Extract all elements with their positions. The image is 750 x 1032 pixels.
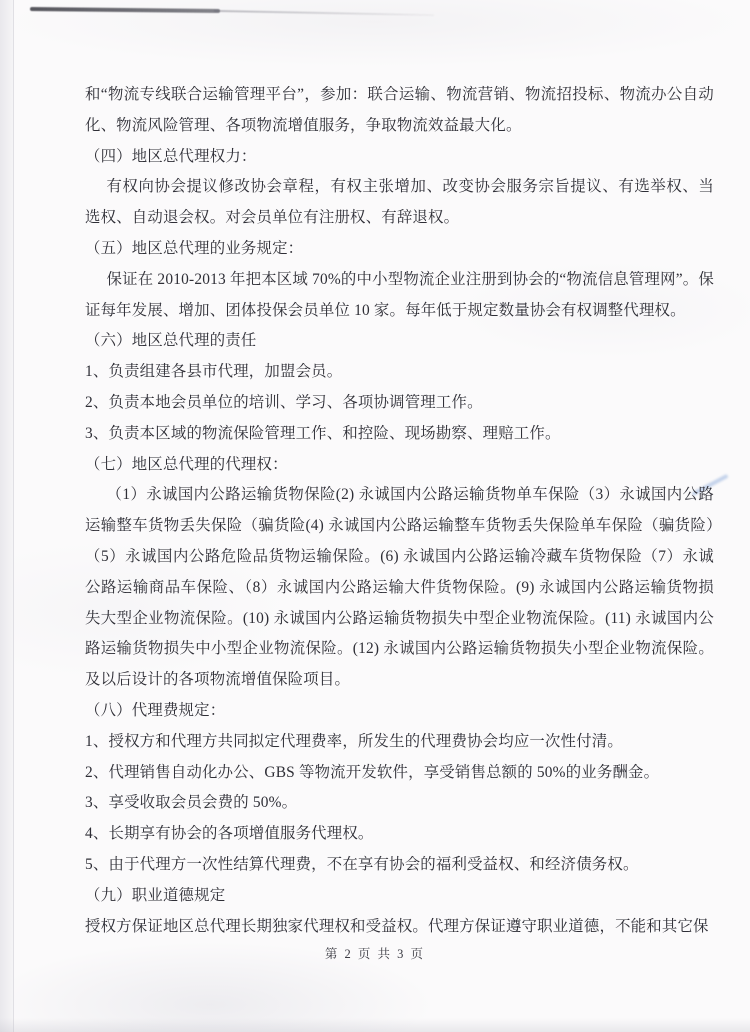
list-item: 4、长期享有协会的各项增值服务代理权。 <box>85 825 374 843</box>
section-heading-5: （五）地区总代理的业务规定： <box>85 239 304 257</box>
list-item: 1、授权方和代理方共同拟定代理费率，所发生的代理费协会均应一次性付清。 <box>85 732 623 750</box>
paragraph: 授权方保证地区总代理长期独家代理权和受益权。代理方保证遵守职业道德，不能和其它保 <box>85 917 709 935</box>
scan-bottom-shade <box>0 1018 750 1032</box>
paragraph: 保证在 2010-2013 年把本区域 70%的中小型物流企业注册到协会的“物流信息管理网”。保证每年发展、增加、团体投保会员单位 10 家。每年低于规定数量协会有权调整代理权。 <box>85 270 714 319</box>
section-heading-6: （六）地区总代理的责任 <box>85 332 257 350</box>
scan-artifact-top-streak <box>30 7 220 13</box>
document-body <box>85 80 714 942</box>
page-footer: 第 2 页 共 3 页 <box>324 947 426 961</box>
scan-artifact-top-streak-tail <box>214 10 434 16</box>
section-heading-9: （九）职业道德规定 <box>85 886 226 904</box>
paragraph: 有权向协会提议修改协会章程，有权主张增加、改变协会服务宗旨提议、有选举权、当选权、自动退会权。对会员单位有注册权、有辞退权。 <box>85 178 714 227</box>
list-item: 3、享受收取会员会费的 50%。 <box>85 794 298 812</box>
list-item: 3、负责本区域的物流保险管理工作、和控险、现场勘察、理赔工作。 <box>85 424 561 442</box>
paragraph-continuation: 和“物流专线联合运输管理平台”，参加：联合运输、物流营销、物流招投标、物流办公自动化、物流风险管理、各项物流增值服务，争取物流效益最大化。 <box>85 86 714 134</box>
section-heading-8: （八）代理费规定： <box>85 701 226 719</box>
section-heading-7: （七）地区总代理的代理权： <box>85 455 288 473</box>
scan-left-edge <box>0 0 14 1032</box>
section-heading-4: （四）地区总代理权力： <box>85 147 257 165</box>
list-item: 1、负责组建各县市代理，加盟会员。 <box>85 363 343 381</box>
list-item: 2、代理销售自动化办公、GBS 等物流开发软件，享受销售总额的 50%的业务酬金。 <box>85 763 660 781</box>
paragraph: （1）永诚国内公路运输货物保险(2) 永诚国内公路运输货物单车保险（3）永诚国内公路运输整车货物丢失保险（骗货险(4) 永诚国内公路运输整车货物丢失保险单车保险（骗货险）（5）永诚国内公路危险品货物运输保险。(6) 永诚国内公路运输冷藏车货物保险（7）永诚公路运输商品车保险、（8）永诚国内公路运输大件货物保险。(9) 永诚国内公路运输货物损失大型企业物流保险。(10) 永诚国内公路运输货物损失中型企业物流保险。(11) 永诚国内公路运输货物损失中小型企业物流保险。(12) 永诚国内公路运输货物损失小型企业物流保险。及以后设计的各项物流增值保险项目。 <box>85 486 714 689</box>
list-item: 5、由于代理方一次性结算代理费，不在享有协会的福利受益权、和经济债务权。 <box>85 855 639 873</box>
list-item: 2、负责本地会员单位的培训、学习、各项协调管理工作。 <box>85 393 483 411</box>
